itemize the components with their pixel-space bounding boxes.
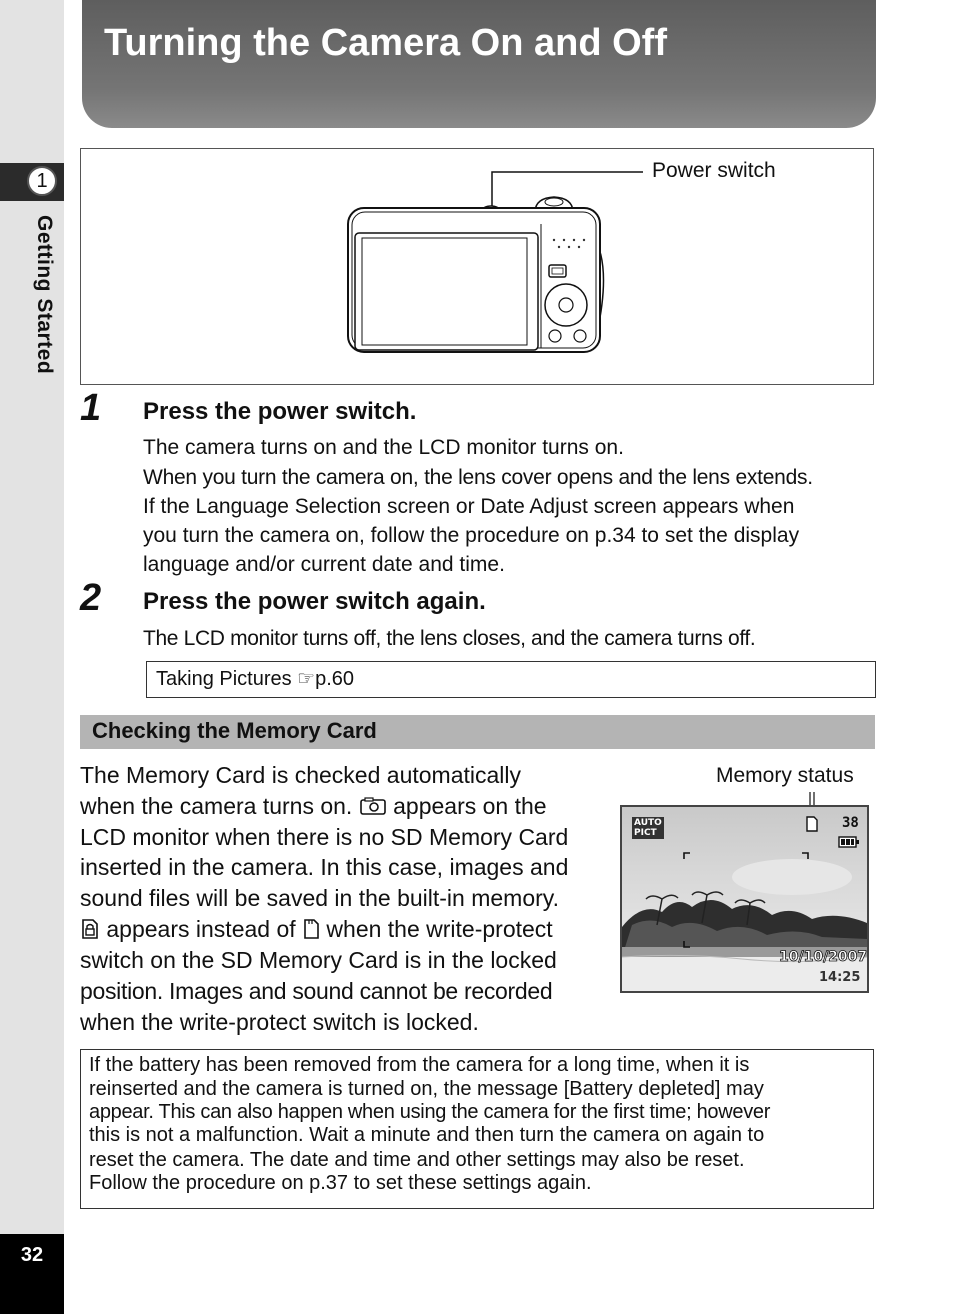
shots-remaining: 38 [842,815,859,831]
page-number: 32 [20,1244,44,1266]
note-text: reinserted and the camera is turned on, the message [Battery depleted] may [89,1078,764,1100]
memory-icon [359,797,387,817]
step-1-title: Press the power switch. [143,398,417,425]
step-1-number: 1 [80,387,102,429]
section-title: Checking the Memory Card [92,718,377,743]
step-1-text: language and/or current date and time. [143,553,505,576]
lcd-date: 10/10/2007 [779,949,868,965]
step-2-number: 2 [80,577,102,619]
memory-text-segment: when the write-protect [326,916,553,942]
page-title: Turning the Camera On and Off [104,22,667,64]
memory-text: switch on the SD Memory Card is in the locked [80,947,557,973]
step-1-text: If the Language Selection screen or Date Adjust screen appears when [143,495,795,518]
mode-badge-line: PICT [634,828,657,838]
memory-text [80,916,553,943]
note-text: reset the camera. The date and time and other settings may also be reset. [89,1149,745,1171]
step-1-text: When you turn the camera on, the lens cover opens and the lens extends. [143,466,813,489]
lcd-monitor-preview [620,805,869,993]
card-locked-icon [80,918,100,940]
step-1-text: The camera turns on and the LCD monitor turns on. [143,436,624,459]
memory-text: sound files will be saved in the built-in memory. [80,885,559,911]
card-icon [302,918,320,940]
power-switch-callout: Power switch [652,159,776,182]
battery-icon [838,836,860,848]
note-text: appear. This can also happen when using the camera for the first time; however [89,1101,771,1123]
memory-text-segment: when the camera turns on. [80,793,353,819]
memory-status-icon [806,816,818,832]
memory-text: The Memory Card is checked automatically [80,762,521,788]
memory-text: position. Images and sound cannot be recorded [80,978,553,1004]
memory-text: when the write-protect switch is locked. [80,1009,479,1035]
lcd-time: 14:25 [819,970,861,985]
note-text: this is not a malfunction. Wait a minute and then turn the camera on again to [89,1124,765,1146]
chapter-number: 1 [27,166,57,196]
mode-badge-line: AUTO [634,818,662,828]
camera-back-illustration [80,148,874,385]
step-1-text: you turn the camera on, follow the procedure on p.34 to set the display [143,524,800,547]
memory-status-callout: Memory status [716,764,854,787]
memory-text: LCD monitor when there is no SD Memory Card [80,824,569,850]
memory-text-segment: appears on the [393,793,547,819]
note-text: Follow the procedure on p.37 to set these settings again. [89,1172,592,1194]
step-2-title: Press the power switch again. [143,588,486,615]
note-text: If the battery has been removed from the camera for a long time, when it is [89,1054,750,1076]
memory-text: inserted in the camera. In this case, images and [80,854,569,880]
reference-link[interactable]: Taking Pictures ☞p.60 [156,668,355,690]
chapter-label: Getting Started [33,215,56,375]
mode-badge [632,817,664,839]
memory-text-segment: appears instead of [106,916,296,942]
memory-text [80,793,547,820]
step-2-text: The LCD monitor turns off, the lens closes, and the camera turns off. [143,627,756,650]
